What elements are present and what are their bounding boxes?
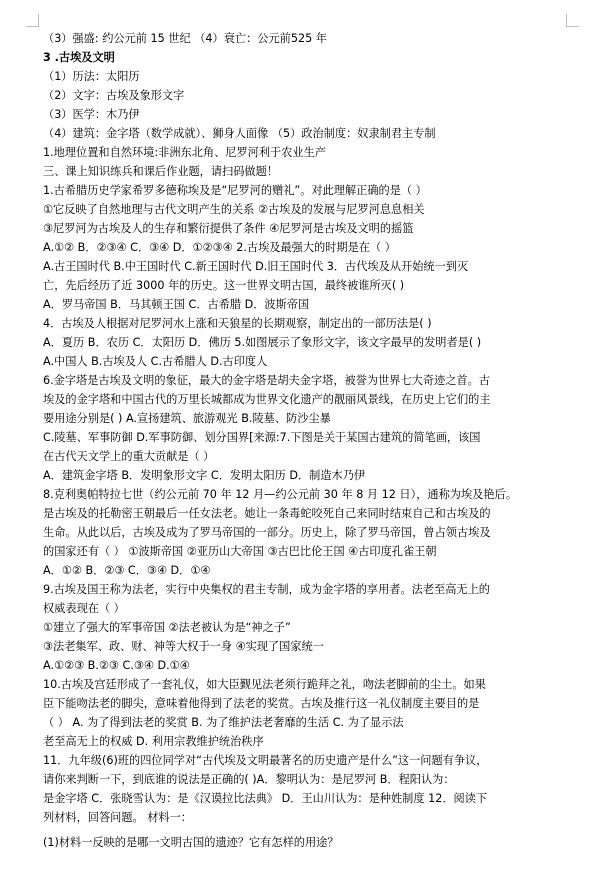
option-line: 请你来判断一下，到底谁的说法是正确的( )A．黎明认为：是尼罗河 B．程阳认为：: [43, 773, 455, 786]
option-line: A.古王国时代 B.中王国时代 C.新王国时代 D.旧王国时代 3．古代埃及从开始统一到灭: [43, 260, 469, 273]
option-line: 老至高无上的权威 D. 利用宗教维护统治秩序: [43, 735, 264, 748]
text-line: （1）历法：太阳历: [43, 70, 140, 83]
text-line: （3）强盛: 约公元前 15 世纪 （4）衰亡：公元前525 年: [43, 32, 327, 45]
option-line: 要用途分别是( ) A.宣扬建筑、旅游观光 B.陵墓、防沙尘暴: [43, 412, 331, 425]
option-line: A.①② B．②③④ C．③④ D．①②③④ 2.古埃及最强大的时期是在（ ）: [43, 241, 396, 254]
option-line: ③法老集军、政、财、神等大权于一身 ④实现了国家统一: [43, 640, 324, 653]
question-line: 8.克利奥帕特拉七世（约公元前 70 年 12 月—约公元前 30 年 8 月 12 日），通称为埃及艳后。: [43, 488, 517, 501]
text-line: （2）文字：古埃及象形文字: [43, 89, 185, 102]
option-line: ①建立了强大的军事帝国 ②法老被认为是“神之子”: [43, 621, 291, 634]
question-line: 4．古埃及人根据对尼罗河水上涨和天狼星的长期观察，制定出的一部历法是( ): [43, 317, 432, 330]
option-line: C.陵墓、军事防御 D.军事防御、划分国界[来源:7.下图是关于某国古建筑的简笔画，该国: [43, 431, 481, 444]
crop-mark-top-right: [566, 14, 579, 27]
option-line: A．建筑金字塔 B．发明象形文字 C．发明太阳历 D．制造木乃伊: [43, 469, 366, 482]
question-line: 9.古埃及国王称为法老，实行中央集权的君主专制，成为金字塔的享用者。法老至高无上的: [43, 583, 490, 596]
option-line: A.①②③ B.②③ C.③④ D.①④: [43, 659, 190, 672]
question-line: 在古代天文学上的重大贡献是（ ）: [43, 450, 215, 463]
question-line: 生命。从此以后，古埃及成为了罗马帝国的一部分。历史上，除了罗马帝国，曾占领古埃及: [43, 526, 491, 539]
question-line: 臣下能吻法老的脚尖，意味着他得到了法老的奖赏。古埃及推行这一礼仪制度主要目的是: [43, 697, 480, 710]
option-line: A．①② B．②③ C．③④ D．①④: [43, 564, 211, 577]
question-line: 1.古希腊历史学家希罗多德称埃及是“尼罗河的赠礼”。对此理解正确的是（ ）: [43, 184, 427, 197]
final-question: (1)材料一反映的是哪一文明古国的遗迹？它有怎样的用途？: [43, 836, 339, 849]
question-line: 亡，先后经历了近 3000 年的历史。这一世界文明古国，最终被谁所灭( ): [43, 279, 405, 292]
option-line: 是金字塔 C．张晓雪认为：是《汉谟拉比法典》 D．王山川认为：是种姓制度 12．阅读下: [43, 792, 488, 805]
option-line: 的国家还有（ ） ①波斯帝国 ②亚历山大帝国 ③古巴比伦王国 ④古印度孔雀王朝: [43, 545, 437, 558]
text-line: 1.地理位置和自然环境:非洲东北角、尼罗河利于农业生产: [43, 146, 326, 159]
crop-mark-top-left: [26, 14, 39, 27]
option-line: （ ） A. 为了得到法老的奖赏 B. 为了维护法老奢靡的生活 C. 为了显示法: [43, 716, 404, 729]
option-line: A．夏历 B．农历 C．太阳历 D．佛历 5.如图展示了象形文字，该文字最早的发明者是( ): [43, 336, 482, 349]
document-body: [43, 29, 571, 827]
question-line: 是古埃及的托勒密王朝最后一任女法老。她让一条毒蛇咬死自己来同时结束自己和古埃及的: [43, 507, 491, 520]
option-line: ①它反映了自然地理与古代文明产生的关系 ②古埃及的发展与尼罗河息息相关: [43, 203, 425, 216]
question-line: 埃及的金字塔和中国古代的万里长城都成为世界文化遗产的靓丽风景线，在历史上它们的主: [43, 393, 491, 406]
section-heading: 3 .古埃及文明: [43, 51, 115, 64]
question-line: 6.金字塔是古埃及文明的象征，最大的金字塔是胡夫金字塔，被誉为世界七大奇迹之首。古: [43, 374, 490, 387]
question-line: 权威表现在（ ）: [43, 602, 125, 615]
option-line: ③尼罗河为古埃及人的生存和繁衍提供了条件 ④尼罗河是古埃及文明的摇篮: [43, 222, 414, 235]
text-line: （4）建筑：金字塔（数学成就）、狮身人面像 （5）政治制度：奴隶制君主专制: [43, 127, 436, 140]
question-line: 列材料，回答问题。 材料一：: [43, 811, 192, 824]
question-line: 11．九年级(6)班的四位同学对“古代埃及文明最著名的历史遗产是什么”这一问题有争议，: [43, 754, 488, 767]
question-line: 10.古埃及宫廷形成了一套礼仪，如大臣觐见法老须行跪拜之礼，吻法老脚前的尘土。如果: [43, 678, 486, 691]
option-line: A.中国人 B.古埃及人 C.古希腊人 D.古印度人: [43, 355, 268, 368]
text-line: （3）医学：木乃伊: [43, 108, 140, 121]
option-line: A．罗马帝国 B．马其顿王国 C．古希腊 D．波斯帝国: [43, 298, 310, 311]
section-heading: 三、课上知识练兵和课后作业题，请扫码做题！: [43, 165, 278, 178]
